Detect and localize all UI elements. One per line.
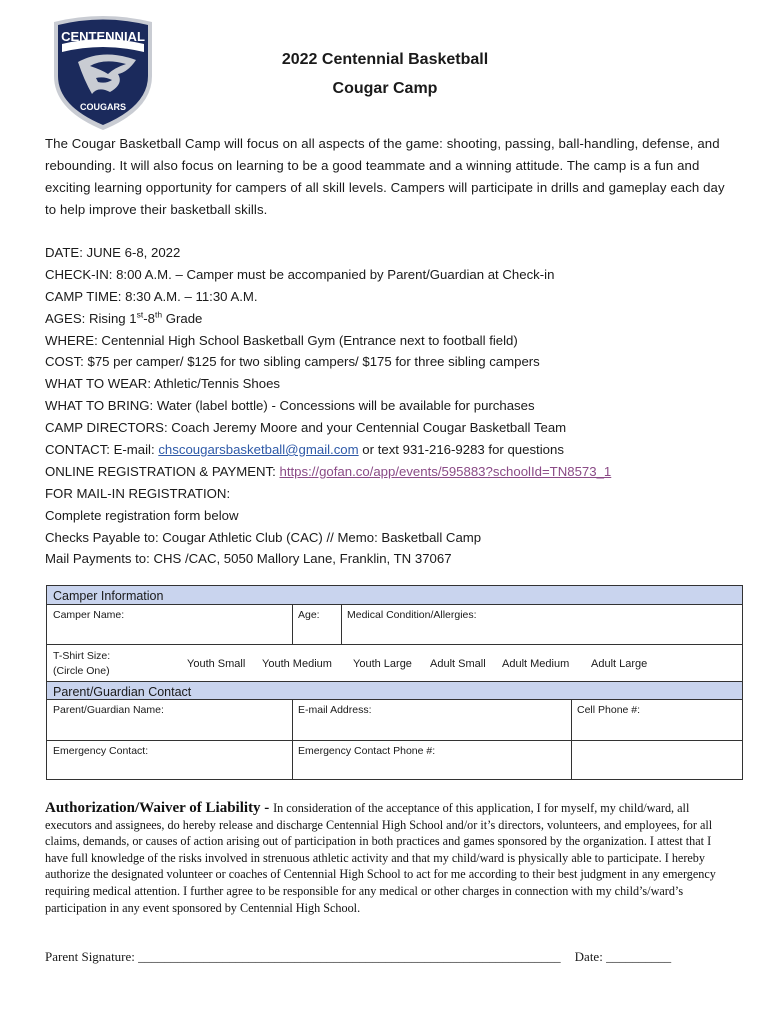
size-youth-medium[interactable]: Youth Medium xyxy=(262,658,332,670)
size-adult-large[interactable]: Adult Large xyxy=(591,658,648,670)
date-line: DATE: JUNE 6-8, 2022 xyxy=(45,245,181,260)
mail-line: Mail Payments to: CHS /CAC, 5050 Mallory Lane, Franklin, TN 37067 xyxy=(45,551,452,567)
contact-line: CONTACT: E-mail: chscougarsbasketball@gmail.com or text 931-216-9283 for questions xyxy=(45,442,564,458)
waiver-text: In consideration of the acceptance of this application, I for myself, my child/ward, all executors and assignees, do hereby release and discharge Centennial High School and/or it’s directors, volunteers, and employees, for all claims, demands, or causes of action arising out of participation in both practices and games sponsored by the organization. I attest that I have full knowledge of the risks involved in strenuous athletic activity and that my child/ward is physically able to participate. I hereby authorize the designated volunteer or coaches of Centennial High School to act for me according to their best judgment in any emergency requiring medical attention. I further agree to be responsible for any medical or other charges in connection with my child’s/ward’s participation in any event sponsored by Centennial High School. xyxy=(45,801,716,915)
ages-line: AGES: Rising 1st-8th Grade xyxy=(45,309,203,326)
tshirt-label: T-Shirt Size: (Circle One) xyxy=(53,650,111,677)
complete-form-line: Complete registration form below xyxy=(45,507,239,523)
cell-phone-field[interactable]: Cell Phone #: xyxy=(577,704,641,716)
size-youth-small[interactable]: Youth Small xyxy=(187,658,246,670)
date-field[interactable]: __________ xyxy=(606,949,672,964)
checkin-line: CHECK-IN: 8:00 A.M. – Camper must be accompanied by Parent/Guardian at Check-in xyxy=(45,266,555,282)
emergency-contact-field[interactable]: Emergency Contact: xyxy=(53,745,149,757)
parent-name-field[interactable]: Parent/Guardian Name: xyxy=(53,704,164,716)
size-adult-small[interactable]: Adult Small xyxy=(430,658,486,670)
mailin-line: FOR MAIL-IN REGISTRATION: xyxy=(45,485,231,501)
parent-contact-header: Parent/Guardian Contact xyxy=(47,681,742,700)
logo-top-text: CENTENNIAL xyxy=(61,29,145,44)
waiver-paragraph xyxy=(45,800,735,916)
contact-email-link[interactable]: chscougarsbasketball@gmail.com xyxy=(158,442,359,458)
camper-name-field[interactable]: Camper Name: xyxy=(53,609,125,621)
wear-line: WHAT TO WEAR: Athletic/Tennis Shoes xyxy=(45,376,281,392)
camp-details xyxy=(45,242,745,570)
camper-info-header: Camper Information xyxy=(47,586,742,605)
emergency-phone-field[interactable]: Emergency Contact Phone #: xyxy=(298,745,436,757)
cost-line: COST: $75 per camper/ $125 for two sibling campers/ $175 for three sibling campers xyxy=(45,354,540,370)
signature-line: Parent Signature: _________________________________________________________________ Date: __________ xyxy=(45,949,672,964)
checks-line: Checks Payable to: Cougar Athletic Club (CAC) // Memo: Basketball Camp xyxy=(45,529,482,545)
registration-form xyxy=(46,585,743,780)
age-field[interactable]: Age: xyxy=(298,609,320,621)
size-adult-medium[interactable]: Adult Medium xyxy=(502,658,570,670)
medical-field[interactable]: Medical Condition/Allergies: xyxy=(347,609,477,621)
size-youth-large[interactable]: Youth Large xyxy=(353,658,412,670)
camp-time-line: CAMP TIME: 8:30 A.M. – 11:30 A.M. xyxy=(45,288,258,304)
online-registration-line: ONLINE REGISTRATION & PAYMENT: https://gofan.co/app/events/595883?schoolId=TN8573_1 xyxy=(45,463,612,479)
centennial-cougars-logo xyxy=(48,14,158,132)
email-field[interactable]: E-mail Address: xyxy=(298,704,372,716)
directors-line: CAMP DIRECTORS: Coach Jeremy Moore and your Centennial Cougar Basketball Team xyxy=(45,420,567,436)
logo-bottom-text: COUGARS xyxy=(79,102,127,112)
signature-field[interactable]: _________________________________________________________________ xyxy=(138,949,561,964)
registration-url-link[interactable]: https://gofan.co/app/events/595883?schoolId=TN8573_1 xyxy=(279,463,612,479)
intro-paragraph: The Cougar Basketball Camp will focus on all aspects of the game: shooting, passing, ball-handling, defense, and rebounding. It will also focus on learning to be a good teammate and a winning attitude. The camp is a fun and exciting learning opportunity for campers of all skill levels. Campers will participate in drills and gameplay each day to help improve their basketball skills. xyxy=(45,136,725,217)
waiver-title: Authorization/Waiver of Liability - xyxy=(45,800,274,816)
page-title: 2022 Centennial Basketball xyxy=(281,51,489,68)
where-line: WHERE: Centennial High School Basketball Gym (Entrance next to football field) xyxy=(45,332,518,348)
bring-line: WHAT TO BRING: Water (label bottle) - Concessions will be available for purchases xyxy=(45,398,535,414)
page-subtitle: Cougar Camp xyxy=(332,80,438,97)
